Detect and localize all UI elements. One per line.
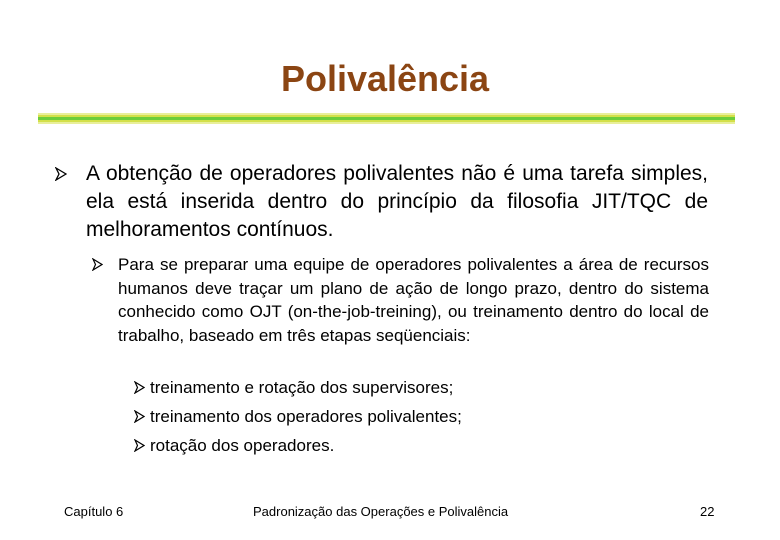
- footer-chapter: Capítulo 6: [64, 504, 124, 519]
- arrowhead-bullet-icon: [92, 258, 103, 271]
- arrowhead-bullet-icon: [134, 381, 145, 394]
- arrowhead-bullet-icon: [134, 439, 145, 452]
- slide-title: Polivalência: [280, 58, 490, 99]
- bullet-level1-text: A obtenção de operadores polivalentes não é uma tarefa simples, ela está inserida dentro do princípio da filosofia JIT/TQC de melhoramentos contínuos.: [86, 162, 708, 241]
- step-item: treinamento e rotação dos supervisores;: [150, 378, 454, 397]
- footer-page-number: 22: [700, 504, 715, 519]
- arrowhead-bullet-icon: [134, 410, 145, 423]
- arrowhead-bullet-icon: [55, 167, 67, 181]
- step-item: treinamento dos operadores polivalentes;: [150, 407, 462, 426]
- footer-title: Padronização das Operações e Polivalência: [253, 504, 509, 519]
- title-divider: [38, 113, 735, 125]
- step-item: rotação dos operadores.: [150, 436, 335, 455]
- bullet-level2-text: Para se preparar uma equipe de operadores polivalentes a área de recursos humanos deve traçar um plano de ação de longo prazo, dentro do sistema conhecido como OJT (on-the-job-treining), ou treinamento dentro do local de trabalho, baseado em três etapas seqüenciais:: [118, 255, 709, 345]
